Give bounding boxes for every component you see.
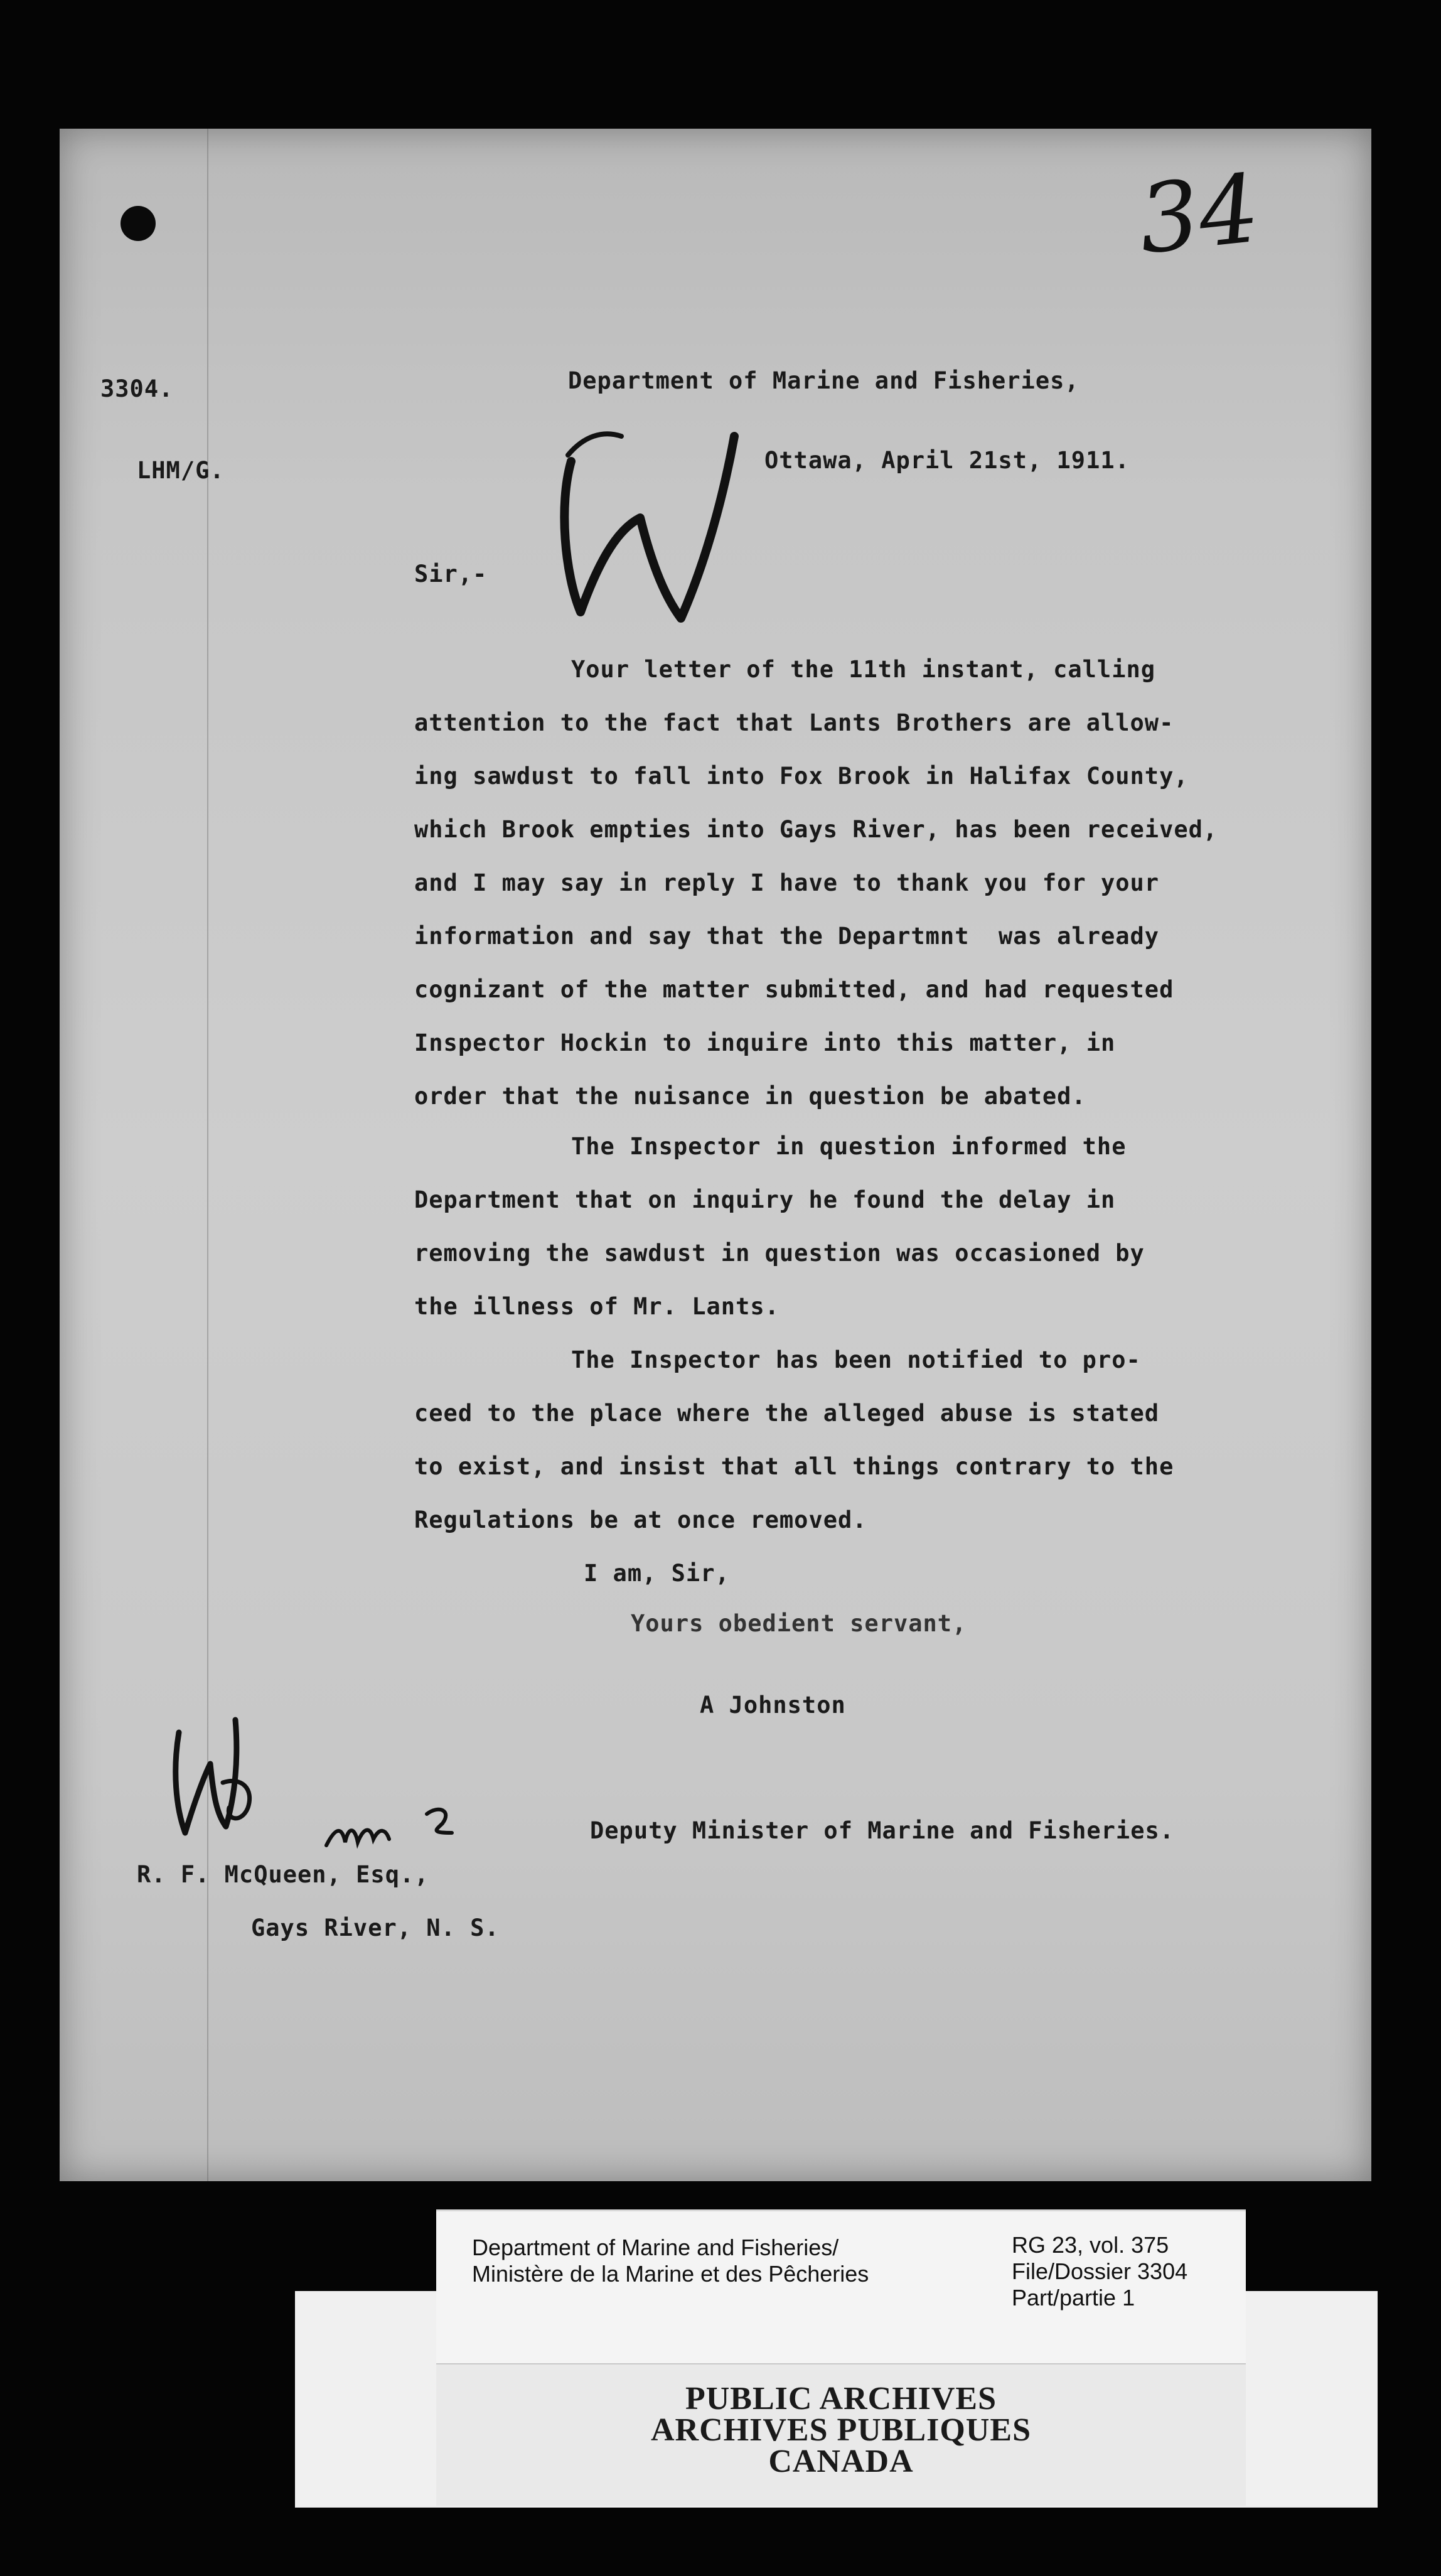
- page-number-handwritten: 34: [1133, 154, 1265, 276]
- salutation: Sir,-: [414, 561, 488, 588]
- paragraph-3-line-1: The Inspector has been notified to pro-: [571, 1346, 1141, 1373]
- paragraph-2-line-1: The Inspector in question informed the: [571, 1133, 1127, 1160]
- label-department-english: Department of Marine and Fisheries/: [472, 2235, 839, 2260]
- paragraph-2-line-2: Department that on inquiry he found the delay in: [414, 1186, 1116, 1213]
- paragraph-1-line-4: which Brook empties into Gays River, has been received,: [414, 816, 1218, 843]
- paragraph-1-line-5: and I may say in reply I have to thank you for your: [414, 869, 1160, 896]
- handwritten-notation: [320, 1801, 471, 1858]
- handwritten-initials: [160, 1707, 267, 1845]
- paragraph-1-line-3: ing sawdust to fall into Fox Brook in Halifax County,: [414, 763, 1189, 790]
- stamp-line-2: ARCHIVES PUBLIQUES: [650, 2412, 1032, 2448]
- handwritten-mark: [546, 411, 753, 631]
- label-part: Part/partie 1: [1012, 2285, 1135, 2310]
- closing-line-2: Yours obedient servant,: [631, 1610, 967, 1637]
- paragraph-3-line-2: ceed to the place where the alleged abuse is stated: [414, 1400, 1160, 1427]
- department-header: Department of Marine and Fisheries,: [568, 367, 1079, 394]
- addressee-name: R. F. McQueen, Esq.,: [137, 1861, 429, 1888]
- paragraph-1-line-8: Inspector Hockin to inquire into this matter, in: [414, 1029, 1116, 1056]
- paragraph-1-line-6: information and say that the Departmnt was already: [414, 923, 1160, 950]
- punch-hole: [121, 206, 156, 241]
- paragraph-3-line-4: Regulations be at once removed.: [414, 1506, 867, 1533]
- signatory-title: Deputy Minister of Marine and Fisheries.: [590, 1817, 1175, 1844]
- paragraph-2-line-3: removing the sawdust in question was occasioned by: [414, 1240, 1145, 1267]
- label-file: File/Dossier 3304: [1012, 2258, 1188, 2284]
- paragraph-3-line-3: to exist, and insist that all things contrary to the: [414, 1453, 1174, 1480]
- paragraph-1-line-2: attention to the fact that Lants Brothers are allow-: [414, 709, 1174, 736]
- signatory-name: A Johnston: [700, 1692, 846, 1719]
- place-date: Ottawa, April 21st, 1911.: [764, 447, 1130, 474]
- stamp-line-3: CANADA: [768, 2444, 914, 2479]
- label-department-french: Ministère de la Marine et des Pêcheries: [472, 2261, 869, 2287]
- closing-line-1: I am, Sir,: [584, 1560, 730, 1587]
- paragraph-2-line-4: the illness of Mr. Lants.: [414, 1293, 779, 1320]
- paragraph-1-line-7: cognizant of the matter submitted, and had requested: [414, 976, 1174, 1003]
- file-number: 3304.: [100, 375, 174, 402]
- stamp-line-1: PUBLIC ARCHIVES: [685, 2381, 997, 2417]
- label-volume: RG 23, vol. 375: [1012, 2232, 1169, 2258]
- addressee-place: Gays River, N. S.: [251, 1914, 500, 1941]
- paragraph-1-line-9: order that the nuisance in question be abated.: [414, 1083, 1086, 1110]
- paragraph-1-line-1: Your letter of the 11th instant, calling: [571, 656, 1156, 683]
- reference-code: LHM/G.: [137, 457, 225, 484]
